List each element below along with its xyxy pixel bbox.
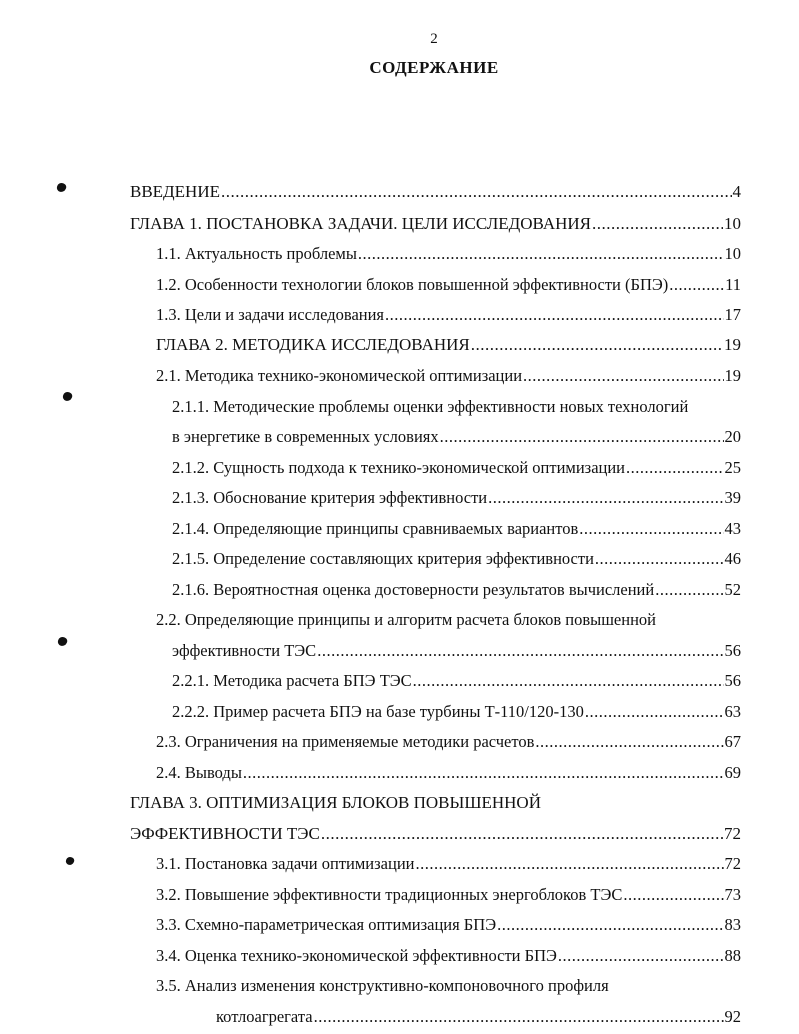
toc-entry[interactable]: 1.2. Особенности технологии блоков повышенной эффективности (БПЭ) ..... 11 xyxy=(156,274,741,296)
toc-entry[interactable]: 2.3. Ограничения на применяемые методики расчетов ..... 67 xyxy=(156,731,741,753)
toc-entry[interactable]: ЭФФЕКТИВНОСТИ ТЭС ..... 72 xyxy=(130,823,741,845)
scan-speck xyxy=(65,856,75,866)
toc-entry[interactable]: 1.3. Цели и задачи исследования ..... 17 xyxy=(156,304,741,326)
toc-entry[interactable]: 2.1. Методика технико-экономической оптимизации ..... 19 xyxy=(156,365,741,387)
toc-entry[interactable]: 3.4. Оценка технико-экономической эффективности БПЭ ..... 88 xyxy=(156,945,741,967)
toc-entry[interactable]: в энергетике в современных условиях ..... 20 xyxy=(172,426,741,448)
toc-entry[interactable]: 3.2. Повышение эффективности традиционных энергоблоков ТЭС ..... 73 xyxy=(156,884,741,906)
toc-entry[interactable]: 2.1.1. Методические проблемы оценки эффективности новых технологий xyxy=(172,397,689,416)
toc-entry[interactable]: ГЛАВА 1. ПОСТАНОВКА ЗАДАЧИ. ЦЕЛИ ИССЛЕДОВАНИЯ ..... 10 xyxy=(130,213,741,235)
toc-entry[interactable]: котлоагрегата ..... 92 xyxy=(216,1006,741,1028)
toc-entry[interactable]: 2.1.2. Сущность подхода к технико-экономической оптимизации ..... 25 xyxy=(172,457,741,479)
toc-entry[interactable]: 2.2. Определяющие принципы и алгоритм расчета блоков повышенной xyxy=(156,610,656,629)
toc-entry[interactable]: 2.1.6. Вероятностная оценка достоверности результатов вычислений ..... 52 xyxy=(172,579,741,601)
toc-entry[interactable]: ГЛАВА 2. МЕТОДИКА ИССЛЕДОВАНИЯ ..... 19 xyxy=(156,334,741,356)
toc-entry[interactable]: 2.2.2. Пример расчета БПЭ на базе турбины Т-110/120-130 ..... 63 xyxy=(172,701,741,723)
toc-entry[interactable]: 2.2.1. Методика расчета БПЭ ТЭС ..... 56 xyxy=(172,670,741,692)
toc-entry[interactable]: 3.5. Анализ изменения конструктивно-компоновочного профиля xyxy=(156,976,609,995)
toc-entry[interactable]: 2.1.3. Обоснование критерия эффективности ..... 39 xyxy=(172,487,741,509)
scan-speck xyxy=(62,391,74,403)
scan-speck xyxy=(57,636,69,648)
page-title: СОДЕРЖАНИЕ xyxy=(369,58,499,77)
toc-entry[interactable]: эффективности ТЭС ..... 56 xyxy=(172,640,741,662)
scan-speck xyxy=(56,182,68,194)
toc-entry[interactable]: 1.1. Актуальность проблемы ..... 10 xyxy=(156,243,741,265)
toc-entry[interactable]: 2.1.5. Определение составляющих критерия эффективности ..... 46 xyxy=(172,548,741,570)
page-number: 2 xyxy=(430,31,438,47)
toc-entry[interactable]: 3.1. Постановка задачи оптимизации ..... 72 xyxy=(156,853,741,875)
toc-entry[interactable]: 2.4. Выводы ..... 69 xyxy=(156,762,741,784)
toc-entry[interactable]: 2.1.4. Определяющие принципы сравниваемых вариантов ..... 43 xyxy=(172,518,741,540)
toc-entry[interactable]: 3.3. Схемно-параметрическая оптимизация БПЭ ..... 83 xyxy=(156,914,741,936)
toc-entry[interactable]: ГЛАВА 3. ОПТИМИЗАЦИЯ БЛОКОВ ПОВЫШЕННОЙ xyxy=(130,793,541,812)
toc-entry[interactable]: ВВЕДЕНИЕ ..... 4 xyxy=(130,181,741,203)
